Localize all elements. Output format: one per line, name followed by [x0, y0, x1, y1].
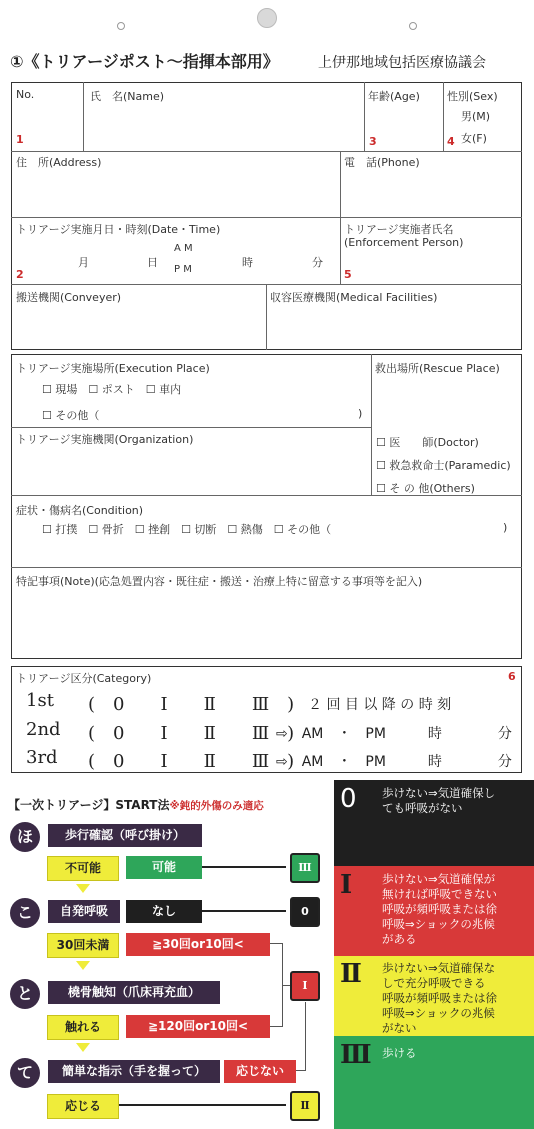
can-walk-branch: 可能: [126, 856, 202, 879]
no-breathing-branch: なし: [126, 900, 202, 923]
pulse-present-branch: 触れる: [47, 1015, 119, 1040]
age-label: 年齢(Age): [368, 90, 420, 103]
step-marker-ko: こ: [10, 898, 40, 928]
start-method-title: 【一次トリアージ】START法: [8, 798, 170, 812]
result-iii-marker: Ⅲ: [290, 853, 320, 883]
month-unit: 月: [78, 256, 89, 269]
result-0-marker: 0: [290, 897, 320, 927]
step-marker-ho: ほ: [10, 822, 40, 852]
category-ii-number: Ⅱ: [340, 959, 362, 989]
cannot-walk-branch: 不可能: [47, 856, 119, 881]
field-number: 1: [16, 133, 24, 146]
execution-place-label: トリアージ実施場所(Execution Place): [16, 362, 210, 375]
category-row-options[interactable]: ( 0 I Ⅱ Ⅲ ): [88, 723, 295, 744]
category-0-description: 歩けない⇒気道確保し ても呼吸がない: [382, 786, 496, 815]
category-0-band: [334, 780, 534, 866]
over-30-branch: ≧30回or10回<: [126, 933, 270, 956]
organization-label: トリアージ実施機関(Organization): [16, 433, 194, 446]
no-label: No.: [16, 88, 35, 101]
condition-options[interactable]: ☐ 打撲 ☐ 骨折 ☐ 挫創 ☐ 切断 ☐ 熱傷 ☐ その他（: [42, 523, 332, 536]
punch-hole: [257, 8, 277, 28]
note-label: 特記事項(Note)(応急処置内容・既往症・搬送・治療上特に留意する事項等を記入): [16, 575, 423, 588]
start-method-header: [8, 794, 264, 813]
category-row-time: ２ 回 目 以 降 の 時 刻: [308, 697, 452, 713]
paramedic-checkbox[interactable]: ☐ 救急救命士(Paramedic): [376, 459, 511, 472]
paren-close: ): [358, 407, 363, 420]
no-response-branch: 応じない: [224, 1060, 296, 1083]
field-number: 6: [508, 670, 516, 683]
category-iii-description: 歩ける: [382, 1046, 417, 1060]
result-i-marker: I: [290, 971, 320, 1001]
female-option[interactable]: 女(F): [461, 132, 487, 145]
rescue-place-label: 救出場所(Rescue Place): [375, 362, 500, 375]
pm-option[interactable]: P M: [174, 264, 192, 275]
council-name: 上伊那地域包括医療協議会: [318, 55, 486, 71]
simple-command-step: 簡単な指示（手を握って）: [48, 1060, 220, 1083]
others-checkbox[interactable]: ☐ そ の 他(Others): [376, 482, 475, 495]
category-i-number: I: [340, 870, 353, 900]
spontaneous-breathing-step: 自発呼吸: [48, 900, 120, 923]
step-marker-to: と: [10, 979, 40, 1009]
result-ii-marker: Ⅱ: [290, 1091, 320, 1121]
category-label: トリアージ区分(Category): [16, 672, 152, 685]
sex-label: 性別(Sex): [447, 90, 498, 103]
category-row-time: ⇨ AM ・ PM 時 分: [276, 754, 512, 770]
condition-label: 症状・傷病名(Condition): [16, 504, 144, 517]
address-label: 住 所(Address): [16, 156, 102, 169]
enforcement-person-label-en: (Enforcement Person): [344, 236, 464, 249]
category-0-number: 0: [340, 784, 357, 814]
hour-unit: 時: [242, 256, 253, 269]
start-method-note: ※鈍的外傷のみ適応: [169, 800, 264, 812]
pulse-over-120-branch: ≧120回or10回<: [126, 1015, 270, 1038]
phone-label: 電 話(Phone): [344, 156, 420, 169]
category-row-ordinal: 1st: [26, 690, 54, 711]
category-row-options[interactable]: ( 0 I Ⅱ Ⅲ ): [88, 694, 295, 715]
male-option[interactable]: 男(M): [461, 110, 491, 123]
am-option[interactable]: A M: [174, 243, 193, 254]
category-row-time: ⇨ AM ・ PM 時 分: [276, 726, 512, 742]
field-number: 4: [447, 135, 455, 148]
medical-facility-label: 収容医療機関(Medical Facilities): [270, 291, 438, 304]
category-i-description: 歩けない⇒気道確保が 無ければ呼吸できない 呼吸が頻呼吸または徐 呼吸⇒ショックの兆候 がある: [382, 872, 497, 946]
execution-place-other[interactable]: ☐ その他（: [42, 409, 100, 422]
category-iii-number: Ⅲ: [340, 1040, 372, 1070]
category-row-ordinal: 2nd: [26, 719, 61, 740]
responds-branch: 応じる: [47, 1094, 119, 1119]
minute-unit: 分: [312, 256, 323, 269]
walk-check-step: 歩行確認（呼び掛け）: [48, 824, 202, 847]
doctor-checkbox[interactable]: ☐ 医 師(Doctor): [376, 436, 479, 449]
punch-hole: [409, 22, 417, 30]
step-marker-te: て: [10, 1058, 40, 1088]
radial-pulse-step: 橈骨触知（爪床再充血）: [48, 981, 220, 1004]
category-iii-band: [334, 1036, 534, 1129]
day-unit: 日: [147, 256, 158, 269]
enforcement-person-label: トリアージ実施者氏名: [344, 223, 454, 236]
under-30-branch: 30回未満: [47, 933, 119, 958]
category-row-options[interactable]: ( 0 I Ⅱ Ⅲ ): [88, 751, 295, 772]
name-label: 氏 名(Name): [90, 90, 165, 103]
category-i-band: [334, 866, 534, 956]
execution-place-options[interactable]: ☐ 現場 ☐ ポスト ☐ 車内: [42, 383, 182, 396]
category-ii-description: 歩けない⇒気道確保な しで充分呼吸できる 呼吸が頻呼吸または徐 呼吸⇒ショックの兆候 がない: [382, 961, 497, 1035]
field-number: 2: [16, 268, 24, 281]
field-number: 5: [344, 268, 352, 281]
field-number: 3: [369, 135, 377, 148]
datetime-label: トリアージ実施月日・時刻(Date・Time): [16, 223, 221, 236]
conveyer-label: 搬送機関(Conveyer): [16, 291, 122, 304]
paren-close: ): [503, 521, 508, 534]
punch-hole: [117, 22, 125, 30]
tag-title: ①《トリアージポスト〜指揮本部用》: [10, 52, 279, 71]
category-ii-band: [334, 956, 534, 1036]
category-row-ordinal: 3rd: [26, 747, 58, 768]
